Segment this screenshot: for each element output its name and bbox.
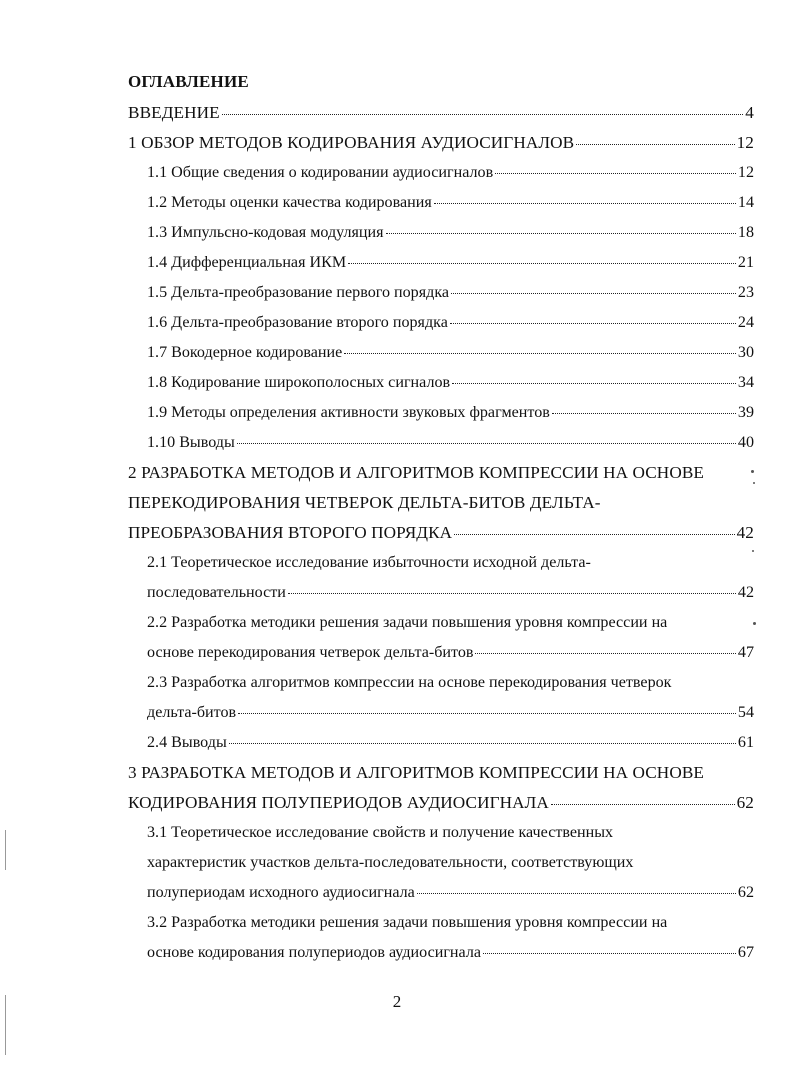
toc-entry-page: 40	[737, 434, 754, 451]
toc-entry-title: 1.3 Импульсно-кодовая модуляция	[147, 224, 384, 241]
toc-entry-title: полупериодам исходного аудиосигнала	[147, 884, 415, 901]
toc-entry-section-1-3	[147, 218, 754, 248]
toc-entry-section-3-1	[147, 878, 754, 908]
scan-speck	[751, 470, 754, 473]
dot-leader	[451, 293, 736, 294]
toc-entry-page: 54	[737, 704, 754, 721]
dot-leader	[434, 203, 736, 204]
toc-entry-title: 1.5 Дельта-преобразование первого порядка	[147, 284, 450, 301]
dot-leader	[417, 893, 736, 894]
toc-entry-section-2-3	[147, 698, 754, 728]
toc-entry-page: 42	[737, 584, 754, 601]
scan-speck	[5, 995, 6, 1055]
toc-entry-title: основе перекодирования четверок дельта-битов	[147, 644, 474, 661]
dot-leader	[576, 144, 734, 145]
toc-entry-title: дельта-битов	[147, 704, 237, 721]
toc-entry-chapter-1	[128, 128, 754, 158]
dot-leader	[386, 233, 736, 234]
toc-entry-section-2-1-line-1: 2.1 Теоретическое исследование избыточности исходной дельта-	[147, 554, 591, 571]
dot-leader	[475, 653, 735, 654]
toc-entry-section-2-2	[147, 638, 754, 668]
toc-entry-title: последовательности	[147, 584, 286, 601]
toc-entry-page: 61	[737, 734, 754, 751]
toc-entry-title: КОДИРОВАНИЯ ПОЛУПЕРИОДОВ АУДИОСИГНАЛА	[128, 793, 549, 812]
toc-entry-section-3-2	[147, 938, 754, 968]
toc-entry-section-1-5	[147, 278, 754, 308]
dot-leader	[452, 383, 736, 384]
toc-entry-page: 62	[736, 793, 754, 812]
toc-entry-title: 1.1 Общие сведения о кодировании аудиосигналов	[147, 164, 494, 181]
toc-entry-section-1-6	[147, 308, 754, 338]
dot-leader	[454, 534, 734, 535]
toc-entry-page: 62	[737, 884, 754, 901]
page-number: 2	[392, 992, 402, 1011]
toc-entry-page: 12	[736, 133, 754, 152]
toc-entry-chapter-2-line-1: 2 РАЗРАБОТКА МЕТОДОВ И АЛГОРИТМОВ КОМПРЕССИИ НА ОСНОВЕ	[128, 463, 704, 482]
toc-entry-chapter-3	[128, 788, 754, 818]
toc-entry-section-1-7	[147, 338, 754, 368]
dot-leader	[222, 114, 744, 115]
toc-entry-page: 30	[737, 344, 754, 361]
toc-entry-section-1-4	[147, 248, 754, 278]
toc-entry-section-2-3-line-1: 2.3 Разработка алгоритмов компрессии на основе перекодирования четверок	[147, 674, 672, 691]
dot-leader	[552, 413, 736, 414]
toc-entry-title: ВВЕДЕНИЕ	[128, 103, 220, 122]
toc-entry-page: 14	[737, 194, 754, 211]
toc-entry-page: 24	[737, 314, 754, 331]
toc-entry-title: 1.4 Дифференциальная ИКМ	[147, 254, 347, 271]
toc-entry-title: 1.6 Дельта-преобразование второго порядка	[147, 314, 448, 331]
dot-leader	[551, 804, 735, 805]
toc-entry-page: 47	[737, 644, 754, 661]
toc-title: ОГЛАВЛЕНИЕ	[128, 72, 249, 91]
toc-entry-title: 2.4 Выводы	[147, 734, 227, 751]
toc-entry-section-2-2-line-1: 2.2 Разработка методики решения задачи повышения уровня компрессии на	[147, 614, 668, 631]
toc-entry-page: 34	[737, 374, 754, 391]
dot-leader	[288, 593, 736, 594]
toc-entry-chapter-2-line-2: ПЕРЕКОДИРОВАНИЯ ЧЕТВЕРОК ДЕЛЬТА-БИТОВ ДЕЛЬТА-	[128, 493, 601, 512]
dot-leader	[237, 443, 736, 444]
toc-entry-chapter-2	[128, 518, 754, 548]
dot-leader	[238, 713, 736, 714]
toc-entry-section-3-1-line-2: характеристик участков дельта-последовательности, соответствующих	[147, 854, 634, 871]
toc-entry-title: основе кодирования полупериодов аудиосигнала	[147, 944, 481, 961]
dot-leader	[229, 743, 736, 744]
toc-entry-section-1-8	[147, 368, 754, 398]
toc-entry-section-2-4	[147, 728, 754, 758]
toc-entry-section-1-1	[147, 158, 754, 188]
scan-speck	[753, 482, 755, 484]
toc-entry-title: 1.7 Вокодерное кодирование	[147, 344, 343, 361]
toc-entry-page: 4	[745, 103, 754, 122]
toc-entry-page: 18	[737, 224, 754, 241]
dot-leader	[348, 263, 736, 264]
toc-entry-section-3-2-line-1: 3.2 Разработка методики решения задачи повышения уровня компрессии на	[147, 914, 668, 931]
dot-leader	[450, 323, 736, 324]
toc-entry-section-1-10	[147, 428, 754, 458]
toc-entry-section-1-2	[147, 188, 754, 218]
toc-entry-page: 39	[737, 404, 754, 421]
toc-entry-page: 23	[737, 284, 754, 301]
toc-entry-chapter-3-line-1: 3 РАЗРАБОТКА МЕТОДОВ И АЛГОРИТМОВ КОМПРЕССИИ НА ОСНОВЕ	[128, 763, 704, 782]
toc-entry-title: 1.2 Методы оценки качества кодирования	[147, 194, 432, 211]
toc-entry-page: 12	[737, 164, 754, 181]
scan-speck	[753, 622, 756, 625]
dot-leader	[344, 353, 736, 354]
dot-leader	[495, 173, 736, 174]
toc-entry-title: 1 ОБЗОР МЕТОДОВ КОДИРОВАНИЯ АУДИОСИГНАЛОВ	[128, 133, 575, 152]
toc-entry-title: 1.8 Кодирование широкополосных сигналов	[147, 374, 451, 391]
toc-entry-title: 1.10 Выводы	[147, 434, 235, 451]
toc-entry-section-2-1	[147, 578, 754, 608]
scan-speck	[752, 550, 754, 552]
toc-entry-section-1-9	[147, 398, 754, 428]
toc-entry-introduction	[128, 98, 754, 128]
scan-speck	[5, 830, 6, 870]
toc-entry-page: 42	[736, 523, 754, 542]
toc-entry-page: 21	[737, 254, 754, 271]
dot-leader	[483, 953, 736, 954]
toc-entry-page: 67	[737, 944, 754, 961]
toc-entry-title: ПРЕОБРАЗОВАНИЯ ВТОРОГО ПОРЯДКА	[128, 523, 453, 542]
toc-entry-section-3-1-line-1: 3.1 Теоретическое исследование свойств и получение качественных	[147, 824, 614, 841]
toc-entry-title: 1.9 Методы определения активности звуковых фрагментов	[147, 404, 550, 421]
